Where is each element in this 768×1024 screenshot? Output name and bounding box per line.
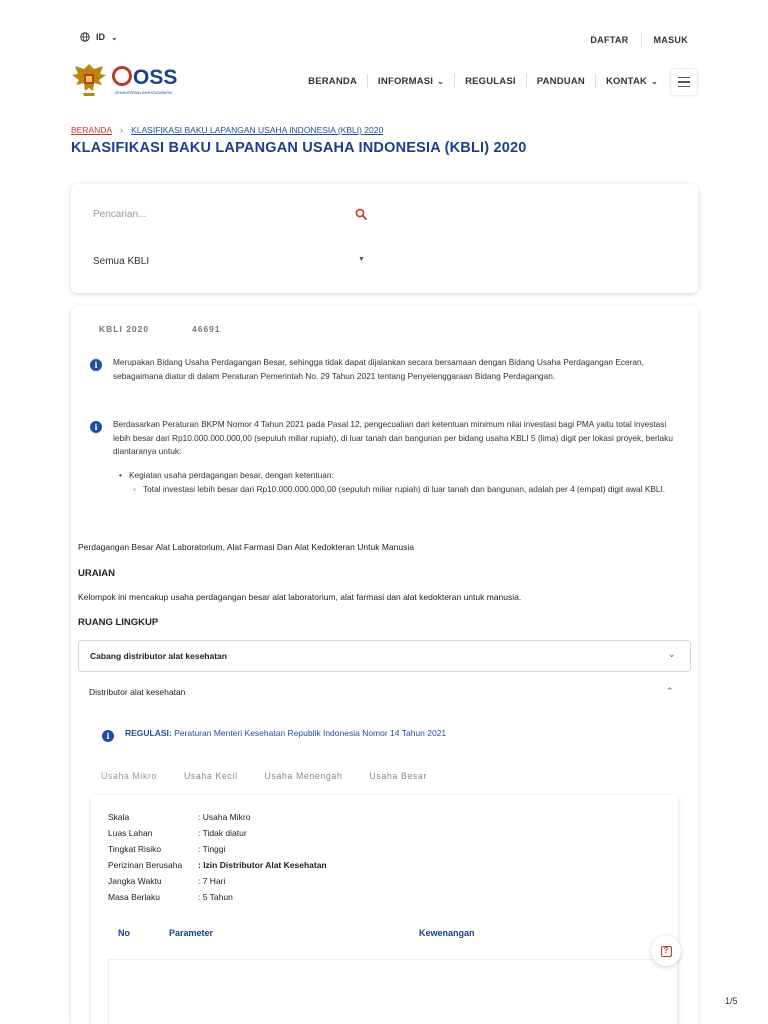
regulasi-text: Peraturan Menteri Kesehatan Republik Indonesia Nomor 14 Tahun 2021	[174, 728, 447, 738]
info-note-perdagangan: Merupakan Bidang Usaha Perdagangan Besar, sehingga tidak dapat dijalankan secara bersamaan dengan Bidang Usaha Perdagangan Eceran, sebagaimana diatur di dalam Peraturan Pemerintah No. 29 Tahun 2021 tentang Penyelenggaraan Bidang Perdagangan.	[113, 357, 644, 381]
column-header-kewenangan: Kewenangan	[419, 928, 475, 938]
search-input[interactable]: Pencarian...	[93, 209, 147, 220]
info-icon: i	[90, 359, 102, 371]
main-nav	[308, 74, 658, 88]
tab-usaha-mikro[interactable]: Usaha Mikro	[101, 771, 157, 781]
caret-down-icon[interactable]: ▼	[358, 256, 365, 263]
list-item: ◦ Total investasi lebih besar dari Rp10.000.000.000,00 (sepuluh miliar rupiah) di luar tanah dan bangunan, adalah per 4 (empat) digit awal KBLI.	[119, 483, 669, 497]
row-perizinan: Perizinan Berusaha : Izin Distributor Alat Kesehatan	[108, 860, 327, 870]
regulasi-link[interactable]	[125, 728, 446, 738]
ruang-lingkup-heading: RUANG LINGKUP	[78, 617, 159, 628]
auth-links	[590, 33, 688, 47]
info-note-investasi: Berdasarkan Peraturan BKPM Nomor 4 Tahun 2021 pada Pasal 12, pengecualian dari ketentuan minimum nilai investasi bagi PMA yaitu total investasi lebih besar dari Rp10.000.000.000,00 (sepuluh miliar rupiah), di luar tanah dan bangunan per bidang usaha KBLI 5 (lima) digit per lokasi proyek, berlaku diantaranya untuk:	[113, 419, 673, 456]
page-title: KLASIFIKASI BAKU LAPANGAN USAHA INDONESIA (KBLI) 2020	[71, 140, 527, 156]
divider	[641, 33, 642, 47]
page-number: 1/5	[725, 996, 738, 1006]
scale-tabs	[101, 771, 454, 781]
row-skala: Skala : Usaha Mikro	[108, 812, 251, 822]
breadcrumb-current[interactable]: KLASIFIKASI BAKU LAPANGAN USAHA INDONESIA (KBLI) 2020	[131, 125, 384, 135]
garuda-emblem-logo[interactable]	[70, 60, 108, 100]
uraian-text: Kelompok ini mencakup usaha perdagangan besar alat laboratorium, alat farmasi dan alat kedokteran untuk manusia.	[78, 592, 522, 602]
nav-panduan[interactable]: PANDUAN	[536, 75, 585, 87]
menu-icon[interactable]	[670, 68, 698, 96]
kbli-name: Perdagangan Besar Alat Laboratorium, Alat Farmasi Dan Alat Kedokteran Untuk Manusia	[78, 542, 414, 552]
daftar-link[interactable]: DAFTAR	[590, 35, 629, 45]
row-luas-lahan: Luas Lahan : Tidak diatur	[108, 828, 247, 838]
column-header-parameter: Parameter	[169, 928, 214, 938]
nav-informasi-label: INFORMASI	[378, 75, 434, 87]
accordion-distributor[interactable]: Distributor alat kesehatan	[89, 687, 186, 697]
accordion-label: Cabang distributor alat kesehatan	[90, 651, 227, 661]
uraian-heading: URAIAN	[78, 568, 115, 579]
tab-usaha-menengah[interactable]: Usaha Menengah	[264, 771, 343, 781]
row-jangka-waktu: Jangka Waktu : 7 Hari	[108, 876, 226, 886]
nav-regulasi[interactable]: REGULASI	[465, 75, 516, 87]
chevron-up-icon[interactable]: ⌃	[666, 686, 674, 696]
nav-kontak-label: KONTAK	[605, 75, 648, 87]
chevron-down-icon: ⌄	[651, 76, 658, 86]
language-label: ID	[96, 32, 105, 42]
regulasi-label: REGULASI:	[125, 728, 172, 738]
globe-icon	[80, 32, 90, 42]
accordion-cabang-distributor[interactable]	[78, 640, 691, 672]
chevron-down-icon: ⌄	[437, 76, 445, 86]
divider	[367, 74, 368, 88]
info-icon: i	[102, 730, 114, 742]
info-icon: i	[90, 421, 102, 433]
row-masa-berlaku: Masa Berlaku : 5 Tahun	[108, 892, 233, 902]
masuk-link[interactable]: MASUK	[653, 35, 688, 45]
help-icon: ?	[661, 946, 672, 957]
kbli-select[interactable]: Semua KBLI	[93, 256, 150, 267]
language-switcher[interactable]	[80, 32, 118, 42]
row-tingkat-risiko: Tingkat Risiko : Tinggi	[108, 844, 226, 854]
kbli-version-label: KBLI 2020	[99, 324, 150, 334]
nav-kontak[interactable]	[606, 76, 658, 87]
svg-text:OSS: OSS	[133, 66, 178, 89]
divider	[595, 74, 596, 88]
nav-informasi[interactable]	[378, 76, 444, 87]
list-item: • Kegiatan usaha perdagangan besar, dengan ketentuan:	[119, 469, 669, 483]
breadcrumb	[71, 125, 383, 135]
chevron-down-icon: ⌄	[668, 649, 676, 659]
divider	[526, 74, 527, 88]
list-item-text: Total investasi lebih besar dari Rp10.000.000.000,00 (sepuluh miliar rupiah) di luar tanah dan bangunan, adalah per 4 (empat) digit awal KBLI.	[143, 483, 666, 494]
chevron-right-icon: ›	[120, 125, 124, 135]
kbli-code: 46691	[192, 324, 221, 334]
column-header-no: No	[118, 928, 130, 938]
nav-beranda[interactable]: BERANDA	[308, 75, 358, 87]
search-icon[interactable]	[355, 208, 367, 220]
bullet-list	[119, 469, 669, 496]
help-button[interactable]	[651, 936, 681, 966]
tab-usaha-besar[interactable]: Usaha Besar	[369, 771, 427, 781]
tab-panel	[91, 795, 678, 1024]
table-body	[108, 959, 678, 1024]
chevron-down-icon: ⌄	[111, 32, 118, 42]
tab-usaha-kecil[interactable]: Usaha Kecil	[183, 771, 238, 781]
kbli-detail-card	[71, 306, 698, 1024]
divider	[454, 74, 455, 88]
svg-text:KEMENTERIAN INVESTASI/BKPM: KEMENTERIAN INVESTASI/BKPM	[115, 91, 172, 95]
breadcrumb-home[interactable]: BERANDA	[71, 125, 113, 135]
search-card	[71, 184, 698, 293]
oss-logo[interactable]	[112, 60, 184, 100]
